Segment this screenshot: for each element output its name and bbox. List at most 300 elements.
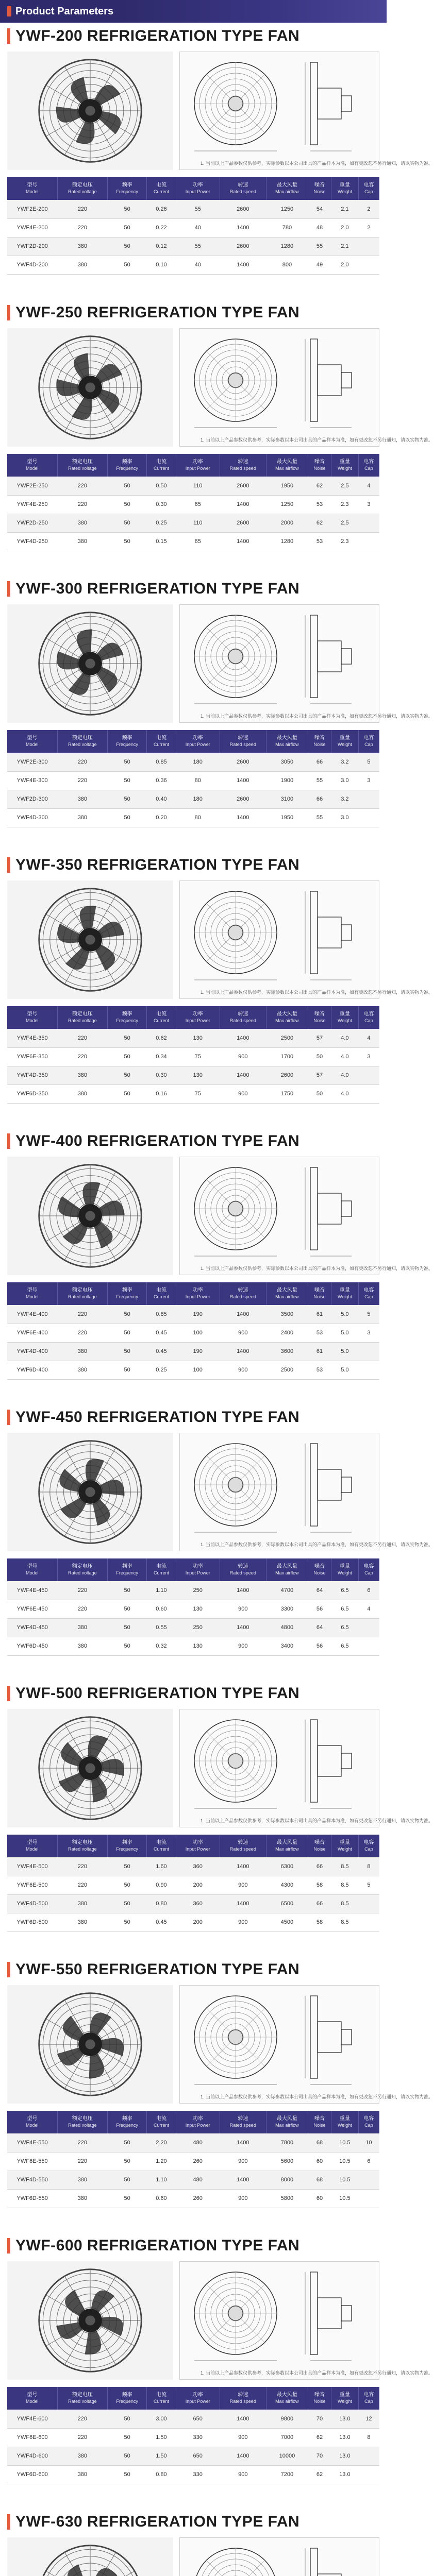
drawing-note: 1. 当前以上产品参数仅供参考，实际参数以本公司出具的产品样本为准，如有更改恕不另行通知，请以实物为准。 <box>201 714 433 719</box>
column-header-cn: 频率 <box>122 1840 132 1845</box>
table-row <box>7 218 379 237</box>
table-cell: 62 <box>308 477 331 495</box>
table-cell: 220 <box>57 1029 107 1047</box>
dimension-drawing <box>179 604 433 723</box>
product-images <box>0 602 433 725</box>
table-cell: 3.2 <box>331 753 358 771</box>
table-row <box>7 1047 379 1066</box>
table-cell: 5 <box>358 753 379 771</box>
table-cell: 62 <box>308 2465 331 2484</box>
table-cell: 180 <box>176 753 220 771</box>
table-cell: 5.0 <box>331 1361 358 1379</box>
table-cell: 50 <box>108 200 147 218</box>
product-images <box>0 49 433 172</box>
product-images <box>0 1707 433 1829</box>
table-cell: 50 <box>108 1361 147 1379</box>
table-cell: 3.0 <box>331 808 358 827</box>
table-cell: 200 <box>176 1913 220 1931</box>
table-cell: YWF6D-500 <box>7 1913 57 1931</box>
product-images <box>0 2259 433 2382</box>
table-cell: 3 <box>358 771 379 790</box>
table-cell <box>358 2447 379 2465</box>
table-cell: 50 <box>108 477 147 495</box>
column-header-en: Max airflow <box>275 1294 299 1299</box>
table-cell: 50 <box>108 790 147 808</box>
column-header-cn: 转速 <box>238 2116 248 2122</box>
column-header-en: Model <box>26 2123 39 2128</box>
table-cell: 130 <box>176 1600 220 1618</box>
column-header <box>220 2111 266 2133</box>
table-cell: 0.30 <box>147 495 176 514</box>
column-header <box>7 454 57 477</box>
table-row <box>7 1637 379 1655</box>
table-cell: YWF4E-450 <box>7 1581 57 1600</box>
column-header-en: Current <box>153 2399 169 2404</box>
column-header-cn: 最大风量 <box>276 735 297 741</box>
dimension-drawing <box>179 328 433 447</box>
fan-photo-icon <box>36 609 144 718</box>
column-header-cn: 噪音 <box>314 2116 325 2122</box>
table-cell: 100 <box>176 1361 220 1379</box>
table-cell: 900 <box>220 2189 266 2208</box>
column-header <box>176 1006 220 1029</box>
table-cell: 40 <box>176 218 220 237</box>
table-cell: 1400 <box>220 771 266 790</box>
table-row <box>7 2465 379 2484</box>
table-cell: 2600 <box>220 237 266 256</box>
table-cell: 220 <box>57 1876 107 1894</box>
table-cell: 8 <box>358 2428 379 2447</box>
table-cell: 13.0 <box>331 2465 358 2484</box>
spec-table <box>7 1282 379 1380</box>
spec-table-header <box>7 1558 379 1581</box>
fan-photo-icon <box>36 2266 144 2375</box>
table-cell: 380 <box>57 2171 107 2189</box>
table-cell: 62 <box>308 2428 331 2447</box>
table-cell: 57 <box>308 1029 331 1047</box>
table-cell <box>358 532 379 551</box>
table-row <box>7 2171 379 2189</box>
column-header <box>358 1558 379 1581</box>
table-cell: 1400 <box>220 2410 266 2428</box>
column-header-cn: 电容 <box>363 1011 374 1017</box>
table-cell: 68 <box>308 2171 331 2189</box>
column-header <box>331 454 358 477</box>
column-header-en: Input Power <box>185 2399 210 2404</box>
column-header <box>220 2387 266 2410</box>
product-images <box>0 1431 433 1553</box>
table-cell: YWF4E-200 <box>7 218 57 237</box>
column-header-en: Rated voltage <box>68 1018 97 1023</box>
table-cell: YWF6E-600 <box>7 2428 57 2447</box>
table-row <box>7 1876 379 1894</box>
column-header <box>57 1558 107 1581</box>
column-header-en: Noise <box>313 189 326 194</box>
column-header-en: Weight <box>337 2123 352 2128</box>
column-header-en: Max airflow <box>275 2399 299 2404</box>
column-header <box>108 1282 147 1305</box>
table-cell: 50 <box>308 1047 331 1066</box>
table-cell: 75 <box>176 1047 220 1066</box>
dimension-drawing <box>179 1433 433 1551</box>
column-header <box>57 1006 107 1029</box>
table-cell <box>358 1913 379 1931</box>
table-cell: 10.5 <box>331 2133 358 2152</box>
title-accent-icon <box>7 857 10 873</box>
column-header-en: Cap <box>364 1846 373 1852</box>
column-header-en: Current <box>153 742 169 747</box>
section-title-text: YWF-250 REFRIGERATION TYPE FAN <box>15 304 300 321</box>
table-cell: 4 <box>358 1600 379 1618</box>
column-header <box>108 454 147 477</box>
drawing-note: 1. 当前以上产品参数仅供参考，实际参数以本公司出具的产品样本为准，如有更改恕不另行通知，请以实物为准。 <box>201 437 433 443</box>
table-cell: 4.0 <box>331 1047 358 1066</box>
table-cell: 3500 <box>266 1305 308 1324</box>
table-cell: 0.62 <box>147 1029 176 1047</box>
column-header-en: Current <box>153 1570 169 1575</box>
table-cell: 480 <box>176 2171 220 2189</box>
column-header-en: Frequency <box>116 466 138 471</box>
table-cell <box>358 514 379 532</box>
column-header <box>331 730 358 753</box>
column-header-cn: 电流 <box>156 182 166 188</box>
table-cell: YWF4E-400 <box>7 1305 57 1324</box>
column-header-en: Input Power <box>185 2123 210 2128</box>
column-header <box>7 1282 57 1305</box>
column-header-cn: 重量 <box>339 2116 350 2122</box>
table-cell: 1400 <box>220 1894 266 1913</box>
table-cell: 50 <box>108 1342 147 1361</box>
fan-section <box>0 575 433 852</box>
header-accent-icon <box>7 6 11 16</box>
column-header <box>147 1835 176 1857</box>
table-row <box>7 514 379 532</box>
table-cell: 110 <box>176 477 220 495</box>
table-cell: 220 <box>57 2410 107 2428</box>
table-cell: 900 <box>220 2428 266 2447</box>
column-header <box>147 1282 176 1305</box>
column-header <box>220 1006 266 1029</box>
table-cell: 900 <box>220 1361 266 1379</box>
table-cell <box>358 1894 379 1913</box>
fan-photo <box>7 328 173 447</box>
table-cell: 100 <box>176 1324 220 1342</box>
product-images <box>0 326 433 449</box>
spec-table-header <box>7 2387 379 2410</box>
table-row <box>7 1342 379 1361</box>
spec-table-header <box>7 2111 379 2133</box>
table-cell: 1400 <box>220 2447 266 2465</box>
column-header <box>108 730 147 753</box>
column-header-cn: 噪音 <box>314 1564 325 1569</box>
column-header-cn: 电容 <box>363 2392 374 2398</box>
column-header-cn: 最大风量 <box>276 182 297 188</box>
product-images <box>0 878 433 1001</box>
table-cell: 0.30 <box>147 1066 176 1084</box>
table-cell: 5.0 <box>331 1305 358 1324</box>
table-cell: 380 <box>57 237 107 256</box>
table-cell: 2.20 <box>147 2133 176 2152</box>
table-cell: YWF6D-550 <box>7 2189 57 2208</box>
column-header-en: Rated speed <box>229 1570 256 1575</box>
column-header-en: Max airflow <box>275 742 299 747</box>
column-header-cn: 功率 <box>192 1287 203 1293</box>
table-cell: 220 <box>57 2428 107 2447</box>
column-header <box>220 1835 266 1857</box>
table-row <box>7 1084 379 1103</box>
column-header-cn: 额定电压 <box>72 1564 93 1569</box>
table-cell: 220 <box>57 1600 107 1618</box>
column-header <box>7 1558 57 1581</box>
product-images <box>0 1155 433 1277</box>
drawing-note: 1. 当前以上产品参数仅供参考，实际参数以本公司出具的产品样本为准，如有更改恕不另行通知，请以实物为准。 <box>201 990 433 995</box>
column-header-en: Rated voltage <box>68 189 97 194</box>
table-cell: YWF6E-550 <box>7 2152 57 2171</box>
fan-photo-icon <box>36 1990 144 2098</box>
column-header <box>358 454 379 477</box>
table-cell: 3300 <box>266 1600 308 1618</box>
table-cell: 220 <box>57 477 107 495</box>
column-header-cn: 频率 <box>122 1011 132 1017</box>
table-cell: 6.5 <box>331 1637 358 1655</box>
column-header <box>108 1558 147 1581</box>
table-cell: YWF2D-250 <box>7 514 57 532</box>
column-header-cn: 噪音 <box>314 1287 325 1293</box>
dimension-drawing-icon <box>180 329 379 432</box>
drawing-note: 1. 当前以上产品参数仅供参考，实际参数以本公司出具的产品样本为准，如有更改恕不另行通知，请以实物为准。 <box>201 1818 433 1823</box>
table-cell: 5 <box>358 1876 379 1894</box>
dimension-drawing-icon <box>180 881 379 984</box>
table-row <box>7 1894 379 1913</box>
column-header-en: Input Power <box>185 742 210 747</box>
column-header-en: Noise <box>313 1846 326 1852</box>
table-cell: YWF4D-600 <box>7 2447 57 2465</box>
table-cell: 900 <box>220 2152 266 2171</box>
table-cell: YWF4E-500 <box>7 1857 57 1876</box>
column-header-en: Weight <box>337 1846 352 1852</box>
spec-table <box>7 2387 379 2484</box>
table-cell: YWF4D-250 <box>7 532 57 551</box>
column-header <box>7 1835 57 1857</box>
table-cell: 2 <box>358 218 379 237</box>
section-title-text: YWF-300 REFRIGERATION TYPE FAN <box>15 580 300 597</box>
column-header-cn: 频率 <box>122 735 132 741</box>
table-cell: 1400 <box>220 808 266 827</box>
column-header-cn: 电流 <box>156 459 166 465</box>
table-cell: 380 <box>57 2465 107 2484</box>
drawing-note: 1. 当前以上产品参数仅供参考，实际参数以本公司出具的产品样本为准，如有更改恕不另行通知，请以实物为准。 <box>201 2370 433 2376</box>
column-header <box>220 1282 266 1305</box>
table-cell: 50 <box>108 514 147 532</box>
column-header-en: Rated voltage <box>68 2399 97 2404</box>
table-cell: 50 <box>108 1894 147 1913</box>
column-header <box>7 177 57 200</box>
table-cell: 50 <box>108 771 147 790</box>
table-cell <box>358 1618 379 1637</box>
table-cell: 220 <box>57 1324 107 1342</box>
table-cell: 380 <box>57 1342 107 1361</box>
product-images <box>0 1983 433 2106</box>
column-header <box>57 454 107 477</box>
column-header-cn: 功率 <box>192 182 203 188</box>
table-cell: 8.5 <box>331 1894 358 1913</box>
column-header-cn: 型号 <box>27 735 38 741</box>
table-cell: 50 <box>108 1857 147 1876</box>
column-header <box>308 2111 331 2133</box>
spec-table-header <box>7 454 379 477</box>
dimension-drawing-icon <box>180 2262 379 2365</box>
column-header-cn: 最大风量 <box>276 1011 297 1017</box>
dimension-drawing <box>179 2537 379 2576</box>
table-cell: 900 <box>220 1600 266 1618</box>
column-header <box>308 454 331 477</box>
column-header <box>57 177 107 200</box>
column-header-cn: 转速 <box>238 2392 248 2398</box>
table-cell: YWF2D-300 <box>7 790 57 808</box>
section-title-text: YWF-630 REFRIGERATION TYPE FAN <box>15 2513 300 2530</box>
table-cell: YWF6E-500 <box>7 1876 57 1894</box>
table-cell: 1.10 <box>147 2171 176 2189</box>
table-cell: 55 <box>308 237 331 256</box>
table-cell: 70 <box>308 2410 331 2428</box>
column-header <box>57 2111 107 2133</box>
table-cell: 2.0 <box>331 218 358 237</box>
table-cell: 1400 <box>220 2133 266 2152</box>
table-row <box>7 1066 379 1084</box>
column-header <box>57 1835 107 1857</box>
dimension-drawing-icon <box>180 605 379 708</box>
table-cell: 7800 <box>266 2133 308 2152</box>
column-header-cn: 型号 <box>27 1840 38 1845</box>
table-cell: YWF2D-200 <box>7 237 57 256</box>
table-cell: 4.0 <box>331 1084 358 1103</box>
table-cell: YWF6D-400 <box>7 1361 57 1379</box>
column-header <box>176 454 220 477</box>
table-cell: 190 <box>176 1305 220 1324</box>
column-header-en: Weight <box>337 1294 352 1299</box>
table-cell: 0.12 <box>147 237 176 256</box>
column-header <box>266 1282 308 1305</box>
column-header-en: Frequency <box>116 1570 138 1575</box>
table-cell: 50 <box>108 1600 147 1618</box>
table-cell: 1250 <box>266 200 308 218</box>
fan-section <box>0 1128 433 1404</box>
column-header-cn: 型号 <box>27 1287 38 1293</box>
table-cell: 8.5 <box>331 1857 358 1876</box>
column-header <box>266 1558 308 1581</box>
fan-photo <box>7 1433 173 1551</box>
fan-photo-icon <box>36 1714 144 1822</box>
column-header-cn: 功率 <box>192 2116 203 2122</box>
table-cell: 50 <box>108 1029 147 1047</box>
column-header <box>358 2111 379 2133</box>
column-header-cn: 最大风量 <box>276 1564 297 1569</box>
table-cell: 900 <box>220 1324 266 1342</box>
table-cell: 2.5 <box>331 477 358 495</box>
spec-table-header <box>7 177 379 200</box>
table-cell: 50 <box>108 1047 147 1066</box>
table-cell: 190 <box>176 1342 220 1361</box>
table-cell: 1400 <box>220 1581 266 1600</box>
table-cell: 1400 <box>220 495 266 514</box>
spec-table-header <box>7 1282 379 1305</box>
table-cell: 8.5 <box>331 1876 358 1894</box>
dimension-drawing-icon <box>180 1157 379 1260</box>
fan-photo-icon <box>36 2543 144 2576</box>
table-row <box>7 2410 379 2428</box>
column-header-en: Model <box>26 742 39 747</box>
column-header-en: Frequency <box>116 2399 138 2404</box>
table-cell: YWF6D-600 <box>7 2465 57 2484</box>
column-header-cn: 噪音 <box>314 2392 325 2398</box>
column-header-cn: 电容 <box>363 459 374 465</box>
column-header-cn: 型号 <box>27 459 38 465</box>
table-cell: 220 <box>57 495 107 514</box>
table-cell: 1400 <box>220 1066 266 1084</box>
table-cell: 380 <box>57 1913 107 1931</box>
fan-photo-icon <box>36 333 144 442</box>
table-cell: 3.2 <box>331 790 358 808</box>
column-header <box>7 730 57 753</box>
section-title-text: YWF-500 REFRIGERATION TYPE FAN <box>15 1685 300 1702</box>
table-cell: 60 <box>308 2189 331 2208</box>
table-row <box>7 1913 379 1931</box>
table-cell: 2.1 <box>331 237 358 256</box>
section-title-text: YWF-350 REFRIGERATION TYPE FAN <box>15 856 300 873</box>
column-header-cn: 频率 <box>122 2392 132 2398</box>
column-header-en: Input Power <box>185 1018 210 1023</box>
column-header-en: Cap <box>364 466 373 471</box>
column-header-en: Rated speed <box>229 1846 256 1852</box>
column-header-en: Weight <box>337 189 352 194</box>
fan-photo <box>7 2261 173 2380</box>
table-row <box>7 237 379 256</box>
table-cell: 64 <box>308 1618 331 1637</box>
column-header-cn: 重量 <box>339 1287 350 1293</box>
column-header-cn: 转速 <box>238 735 248 741</box>
column-header <box>108 1835 147 1857</box>
fan-photo <box>7 52 173 170</box>
title-accent-icon <box>7 2514 10 2530</box>
column-header <box>147 1558 176 1581</box>
table-cell: 61 <box>308 1305 331 1324</box>
table-cell: 0.55 <box>147 1618 176 1637</box>
table-cell: 380 <box>57 1894 107 1913</box>
table-cell: 1400 <box>220 1029 266 1047</box>
table-cell: 50 <box>108 237 147 256</box>
table-cell: 6.5 <box>331 1581 358 1600</box>
table-cell: 220 <box>57 1857 107 1876</box>
table-cell: 5600 <box>266 2152 308 2171</box>
table-cell: 2.0 <box>331 256 358 274</box>
column-header-cn: 重量 <box>339 1840 350 1845</box>
column-header <box>331 1282 358 1305</box>
column-header-cn: 额定电压 <box>72 1287 93 1293</box>
column-header-en: Current <box>153 1018 169 1023</box>
table-cell: 80 <box>176 771 220 790</box>
table-cell <box>358 237 379 256</box>
table-cell: 50 <box>108 808 147 827</box>
table-cell: 2600 <box>220 200 266 218</box>
table-cell: 5.0 <box>331 1324 358 1342</box>
table-cell: 4.0 <box>331 1066 358 1084</box>
table-row <box>7 1305 379 1324</box>
column-header <box>266 730 308 753</box>
table-cell: 50 <box>108 1618 147 1637</box>
section-title <box>0 2232 387 2259</box>
spec-table <box>7 1558 379 1656</box>
section-title <box>0 299 387 326</box>
